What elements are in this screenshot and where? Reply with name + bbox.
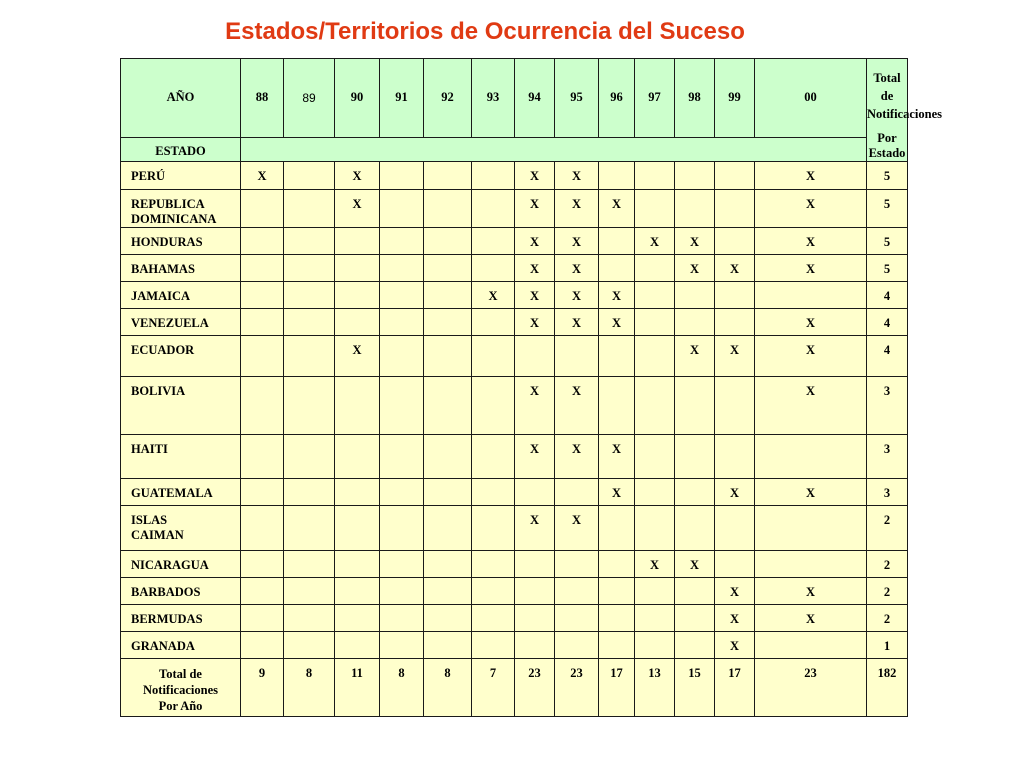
year-mark-cell bbox=[635, 162, 675, 190]
table-row bbox=[121, 479, 908, 506]
year-mark-cell bbox=[284, 190, 335, 228]
year-mark-cell bbox=[335, 228, 380, 255]
year-mark-cell bbox=[599, 162, 635, 190]
year-mark-cell: X bbox=[599, 190, 635, 228]
year-mark-cell bbox=[424, 282, 472, 309]
year-mark-cell bbox=[284, 506, 335, 551]
year-mark-cell bbox=[424, 551, 472, 578]
state-total: 1 bbox=[867, 632, 908, 659]
year-mark-cell bbox=[241, 578, 284, 605]
year-mark-cell: X bbox=[755, 336, 867, 377]
year-mark-cell bbox=[380, 336, 424, 377]
year-mark-cell: X bbox=[675, 228, 715, 255]
year-mark-cell bbox=[424, 228, 472, 255]
year-mark-cell bbox=[284, 578, 335, 605]
year-header: 00 bbox=[755, 59, 867, 138]
ano-label: AÑO bbox=[121, 59, 241, 138]
year-mark-cell bbox=[472, 190, 515, 228]
year-mark-cell bbox=[424, 190, 472, 228]
year-mark-cell: X bbox=[515, 309, 555, 336]
year-mark-cell bbox=[241, 479, 284, 506]
year-mark-cell bbox=[284, 605, 335, 632]
year-mark-cell: X bbox=[635, 551, 675, 578]
year-mark-cell bbox=[380, 506, 424, 551]
year-mark-cell bbox=[599, 605, 635, 632]
state-name: VENEZUELA bbox=[121, 309, 241, 336]
year-mark-cell: X bbox=[755, 255, 867, 282]
year-total: 7 bbox=[472, 659, 515, 717]
year-header: 98 bbox=[675, 59, 715, 138]
year-mark-cell bbox=[555, 605, 599, 632]
year-mark-cell: X bbox=[555, 309, 599, 336]
state-name: HAITI bbox=[121, 435, 241, 479]
state-total: 5 bbox=[867, 162, 908, 190]
year-mark-cell bbox=[380, 605, 424, 632]
year-mark-cell bbox=[472, 605, 515, 632]
year-mark-cell bbox=[715, 228, 755, 255]
year-mark-cell bbox=[755, 632, 867, 659]
year-mark-cell bbox=[635, 632, 675, 659]
year-mark-cell: X bbox=[555, 162, 599, 190]
year-mark-cell: X bbox=[555, 190, 599, 228]
table-row bbox=[121, 162, 908, 190]
year-mark-cell bbox=[635, 578, 675, 605]
year-mark-cell bbox=[284, 377, 335, 435]
year-total: 17 bbox=[599, 659, 635, 717]
year-mark-cell bbox=[635, 506, 675, 551]
year-mark-cell bbox=[335, 435, 380, 479]
year-mark-cell: X bbox=[715, 255, 755, 282]
year-mark-cell bbox=[472, 578, 515, 605]
year-mark-cell bbox=[599, 228, 635, 255]
year-mark-cell bbox=[515, 605, 555, 632]
state-name: BOLIVIA bbox=[121, 377, 241, 435]
year-mark-cell: X bbox=[241, 162, 284, 190]
table-row bbox=[121, 336, 908, 377]
year-mark-cell bbox=[241, 435, 284, 479]
year-total: 15 bbox=[675, 659, 715, 717]
year-mark-cell bbox=[472, 632, 515, 659]
year-mark-cell bbox=[424, 479, 472, 506]
year-mark-cell bbox=[599, 632, 635, 659]
state-name: HONDURAS bbox=[121, 228, 241, 255]
year-mark-cell: X bbox=[335, 190, 380, 228]
year-mark-cell bbox=[284, 551, 335, 578]
year-mark-cell bbox=[755, 435, 867, 479]
year-mark-cell: X bbox=[715, 479, 755, 506]
year-mark-cell bbox=[335, 506, 380, 551]
year-mark-cell: X bbox=[715, 605, 755, 632]
table-row bbox=[121, 255, 908, 282]
year-mark-cell bbox=[635, 282, 675, 309]
state-total: 5 bbox=[867, 190, 908, 228]
year-mark-cell bbox=[555, 551, 599, 578]
year-mark-cell bbox=[472, 336, 515, 377]
year-mark-cell: X bbox=[755, 605, 867, 632]
year-mark-cell bbox=[715, 282, 755, 309]
year-mark-cell bbox=[755, 551, 867, 578]
year-mark-cell bbox=[755, 506, 867, 551]
year-mark-cell bbox=[380, 162, 424, 190]
year-mark-cell bbox=[335, 605, 380, 632]
state-name: NICARAGUA bbox=[121, 551, 241, 578]
year-mark-cell bbox=[380, 479, 424, 506]
state-total: 5 bbox=[867, 255, 908, 282]
year-mark-cell: X bbox=[755, 162, 867, 190]
year-mark-cell bbox=[555, 632, 599, 659]
year-mark-cell bbox=[599, 255, 635, 282]
year-mark-cell bbox=[515, 479, 555, 506]
year-mark-cell bbox=[635, 255, 675, 282]
year-mark-cell bbox=[715, 377, 755, 435]
state-total: 4 bbox=[867, 309, 908, 336]
year-mark-cell bbox=[715, 551, 755, 578]
year-mark-cell bbox=[675, 377, 715, 435]
year-mark-cell bbox=[284, 435, 335, 479]
year-mark-cell: X bbox=[472, 282, 515, 309]
year-mark-cell bbox=[424, 506, 472, 551]
year-mark-cell bbox=[380, 435, 424, 479]
table-row bbox=[121, 605, 908, 632]
year-total: 11 bbox=[335, 659, 380, 717]
year-mark-cell: X bbox=[675, 255, 715, 282]
year-mark-cell bbox=[755, 282, 867, 309]
year-mark-cell: X bbox=[755, 377, 867, 435]
year-header: 91 bbox=[380, 59, 424, 138]
year-mark-cell: X bbox=[755, 479, 867, 506]
year-mark-cell bbox=[380, 578, 424, 605]
year-mark-cell bbox=[335, 282, 380, 309]
year-mark-cell: X bbox=[555, 228, 599, 255]
state-total: 2 bbox=[867, 605, 908, 632]
year-mark-cell bbox=[284, 228, 335, 255]
state-total: 2 bbox=[867, 551, 908, 578]
year-mark-cell bbox=[335, 309, 380, 336]
year-total: 23 bbox=[555, 659, 599, 717]
year-mark-cell: X bbox=[515, 435, 555, 479]
year-mark-cell bbox=[675, 435, 715, 479]
year-mark-cell bbox=[715, 309, 755, 336]
year-mark-cell bbox=[284, 632, 335, 659]
year-mark-cell bbox=[472, 479, 515, 506]
year-mark-cell bbox=[335, 632, 380, 659]
year-mark-cell bbox=[241, 309, 284, 336]
year-mark-cell bbox=[515, 632, 555, 659]
year-mark-cell bbox=[241, 377, 284, 435]
year-mark-cell bbox=[424, 162, 472, 190]
year-total: 23 bbox=[515, 659, 555, 717]
year-mark-cell bbox=[284, 255, 335, 282]
year-mark-cell bbox=[555, 479, 599, 506]
year-mark-cell bbox=[335, 377, 380, 435]
year-mark-cell bbox=[635, 377, 675, 435]
state-total: 3 bbox=[867, 479, 908, 506]
year-mark-cell bbox=[472, 309, 515, 336]
table-row bbox=[121, 282, 908, 309]
state-name: GUATEMALA bbox=[121, 479, 241, 506]
year-mark-cell bbox=[515, 578, 555, 605]
year-mark-cell bbox=[284, 282, 335, 309]
year-mark-cell: X bbox=[335, 336, 380, 377]
year-total: 9 bbox=[241, 659, 284, 717]
year-mark-cell bbox=[675, 479, 715, 506]
state-name: BARBADOS bbox=[121, 578, 241, 605]
table-row bbox=[121, 551, 908, 578]
totals-label: Total de Notificaciones Por Año bbox=[121, 659, 241, 717]
state-name: ECUADOR bbox=[121, 336, 241, 377]
year-mark-cell: X bbox=[715, 632, 755, 659]
year-mark-cell bbox=[599, 336, 635, 377]
year-mark-cell bbox=[335, 255, 380, 282]
year-mark-cell bbox=[241, 228, 284, 255]
year-mark-cell: X bbox=[755, 190, 867, 228]
year-mark-cell bbox=[472, 162, 515, 190]
estado-label: ESTADO bbox=[121, 137, 241, 165]
year-mark-cell bbox=[424, 255, 472, 282]
table-row bbox=[121, 190, 908, 228]
state-name: BAHAMAS bbox=[121, 255, 241, 282]
year-mark-cell bbox=[675, 282, 715, 309]
year-mark-cell bbox=[380, 632, 424, 659]
year-mark-cell: X bbox=[515, 162, 555, 190]
state-name: JAMAICA bbox=[121, 282, 241, 309]
year-mark-cell bbox=[284, 309, 335, 336]
year-header: 96 bbox=[599, 59, 635, 138]
year-mark-cell bbox=[241, 282, 284, 309]
year-total: 8 bbox=[284, 659, 335, 717]
year-mark-cell bbox=[472, 228, 515, 255]
year-mark-cell bbox=[472, 435, 515, 479]
year-mark-cell: X bbox=[555, 282, 599, 309]
year-mark-cell: X bbox=[675, 551, 715, 578]
table-row bbox=[121, 228, 908, 255]
table-row bbox=[121, 309, 908, 336]
year-mark-cell bbox=[472, 377, 515, 435]
year-mark-cell: X bbox=[599, 282, 635, 309]
header-table bbox=[120, 58, 942, 166]
year-header: 97 bbox=[635, 59, 675, 138]
year-mark-cell bbox=[380, 377, 424, 435]
year-mark-cell bbox=[635, 479, 675, 506]
year-mark-cell: X bbox=[515, 255, 555, 282]
year-mark-cell bbox=[241, 255, 284, 282]
data-table bbox=[120, 161, 908, 717]
year-mark-cell bbox=[380, 282, 424, 309]
year-mark-cell bbox=[284, 479, 335, 506]
year-mark-cell bbox=[675, 190, 715, 228]
year-mark-cell bbox=[675, 309, 715, 336]
year-header: 90 bbox=[335, 59, 380, 138]
year-mark-cell bbox=[241, 632, 284, 659]
year-mark-cell bbox=[424, 435, 472, 479]
year-mark-cell bbox=[599, 551, 635, 578]
state-total: 4 bbox=[867, 336, 908, 377]
state-total: 4 bbox=[867, 282, 908, 309]
year-mark-cell bbox=[635, 190, 675, 228]
totals-row bbox=[121, 659, 908, 717]
state-total: 5 bbox=[867, 228, 908, 255]
state-total: 2 bbox=[867, 578, 908, 605]
year-mark-cell bbox=[241, 506, 284, 551]
state-name: REPUBLICA DOMINICANA bbox=[121, 190, 241, 228]
year-mark-cell: X bbox=[599, 435, 635, 479]
year-mark-cell bbox=[380, 190, 424, 228]
year-header: 92 bbox=[424, 59, 472, 138]
year-mark-cell bbox=[380, 309, 424, 336]
year-mark-cell bbox=[599, 578, 635, 605]
year-mark-cell: X bbox=[755, 578, 867, 605]
year-mark-cell bbox=[515, 336, 555, 377]
year-header: 93 bbox=[472, 59, 515, 138]
year-mark-cell bbox=[715, 506, 755, 551]
year-mark-cell: X bbox=[635, 228, 675, 255]
state-total: 2 bbox=[867, 506, 908, 551]
state-total: 3 bbox=[867, 435, 908, 479]
year-mark-cell bbox=[555, 578, 599, 605]
table-row bbox=[121, 632, 908, 659]
year-mark-cell: X bbox=[515, 377, 555, 435]
year-mark-cell: X bbox=[755, 228, 867, 255]
year-mark-cell bbox=[635, 435, 675, 479]
year-mark-cell: X bbox=[755, 309, 867, 336]
year-mark-cell bbox=[380, 255, 424, 282]
year-header: 89 bbox=[284, 59, 335, 138]
year-mark-cell: X bbox=[715, 578, 755, 605]
table-row bbox=[121, 377, 908, 435]
year-mark-cell bbox=[715, 190, 755, 228]
page-title: Estados/Territorios de Ocurrencia del Suceso bbox=[225, 18, 745, 45]
year-total: 23 bbox=[755, 659, 867, 717]
year-mark-cell bbox=[424, 578, 472, 605]
year-mark-cell bbox=[472, 506, 515, 551]
state-name: BERMUDAS bbox=[121, 605, 241, 632]
year-mark-cell bbox=[675, 506, 715, 551]
year-mark-cell bbox=[335, 551, 380, 578]
year-mark-cell bbox=[715, 435, 755, 479]
year-mark-cell: X bbox=[335, 162, 380, 190]
year-mark-cell: X bbox=[515, 190, 555, 228]
year-mark-cell bbox=[241, 336, 284, 377]
year-mark-cell bbox=[335, 578, 380, 605]
state-total: 3 bbox=[867, 377, 908, 435]
year-mark-cell: X bbox=[555, 435, 599, 479]
year-header: 94 bbox=[515, 59, 555, 138]
year-mark-cell bbox=[635, 309, 675, 336]
year-mark-cell bbox=[424, 309, 472, 336]
year-mark-cell: X bbox=[515, 506, 555, 551]
year-mark-cell: X bbox=[555, 506, 599, 551]
year-header: 88 bbox=[241, 59, 284, 138]
year-mark-cell bbox=[555, 336, 599, 377]
state-name: PERÚ bbox=[121, 162, 241, 190]
year-mark-cell bbox=[599, 377, 635, 435]
year-mark-cell bbox=[675, 578, 715, 605]
year-mark-cell bbox=[635, 605, 675, 632]
year-mark-cell: X bbox=[599, 479, 635, 506]
year-mark-cell bbox=[599, 506, 635, 551]
year-mark-cell bbox=[675, 605, 715, 632]
total-por-estado-header bbox=[867, 59, 942, 166]
year-mark-cell bbox=[424, 605, 472, 632]
table-row bbox=[121, 578, 908, 605]
year-mark-cell bbox=[284, 336, 335, 377]
year-mark-cell bbox=[284, 162, 335, 190]
year-mark-cell: X bbox=[555, 255, 599, 282]
year-mark-cell bbox=[241, 551, 284, 578]
state-name: ISLAS CAIMAN bbox=[121, 506, 241, 551]
grand-total: 182 bbox=[867, 659, 908, 717]
year-mark-cell bbox=[635, 336, 675, 377]
year-mark-cell: X bbox=[715, 336, 755, 377]
state-name: GRANADA bbox=[121, 632, 241, 659]
year-mark-cell: X bbox=[515, 282, 555, 309]
year-mark-cell bbox=[424, 377, 472, 435]
year-mark-cell: X bbox=[599, 309, 635, 336]
total-notificaciones-label: Total de Notificaciones bbox=[867, 71, 942, 121]
year-mark-cell bbox=[515, 551, 555, 578]
year-mark-cell bbox=[380, 551, 424, 578]
year-mark-cell bbox=[335, 479, 380, 506]
year-total: 8 bbox=[424, 659, 472, 717]
year-mark-cell bbox=[472, 551, 515, 578]
year-mark-cell bbox=[715, 162, 755, 190]
year-mark-cell bbox=[424, 336, 472, 377]
year-mark-cell bbox=[675, 162, 715, 190]
year-mark-cell bbox=[380, 228, 424, 255]
year-mark-cell bbox=[241, 190, 284, 228]
year-header: 99 bbox=[715, 59, 755, 138]
table-row bbox=[121, 506, 908, 551]
year-total: 13 bbox=[635, 659, 675, 717]
year-header: 95 bbox=[555, 59, 599, 138]
year-mark-cell: X bbox=[555, 377, 599, 435]
year-mark-cell bbox=[675, 632, 715, 659]
year-mark-cell: X bbox=[675, 336, 715, 377]
year-mark-cell bbox=[241, 605, 284, 632]
por-estado-label: Por Estado bbox=[868, 131, 906, 160]
year-total: 8 bbox=[380, 659, 424, 717]
year-mark-cell bbox=[472, 255, 515, 282]
year-mark-cell: X bbox=[515, 228, 555, 255]
table-row bbox=[121, 435, 908, 479]
year-mark-cell bbox=[424, 632, 472, 659]
year-total: 17 bbox=[715, 659, 755, 717]
